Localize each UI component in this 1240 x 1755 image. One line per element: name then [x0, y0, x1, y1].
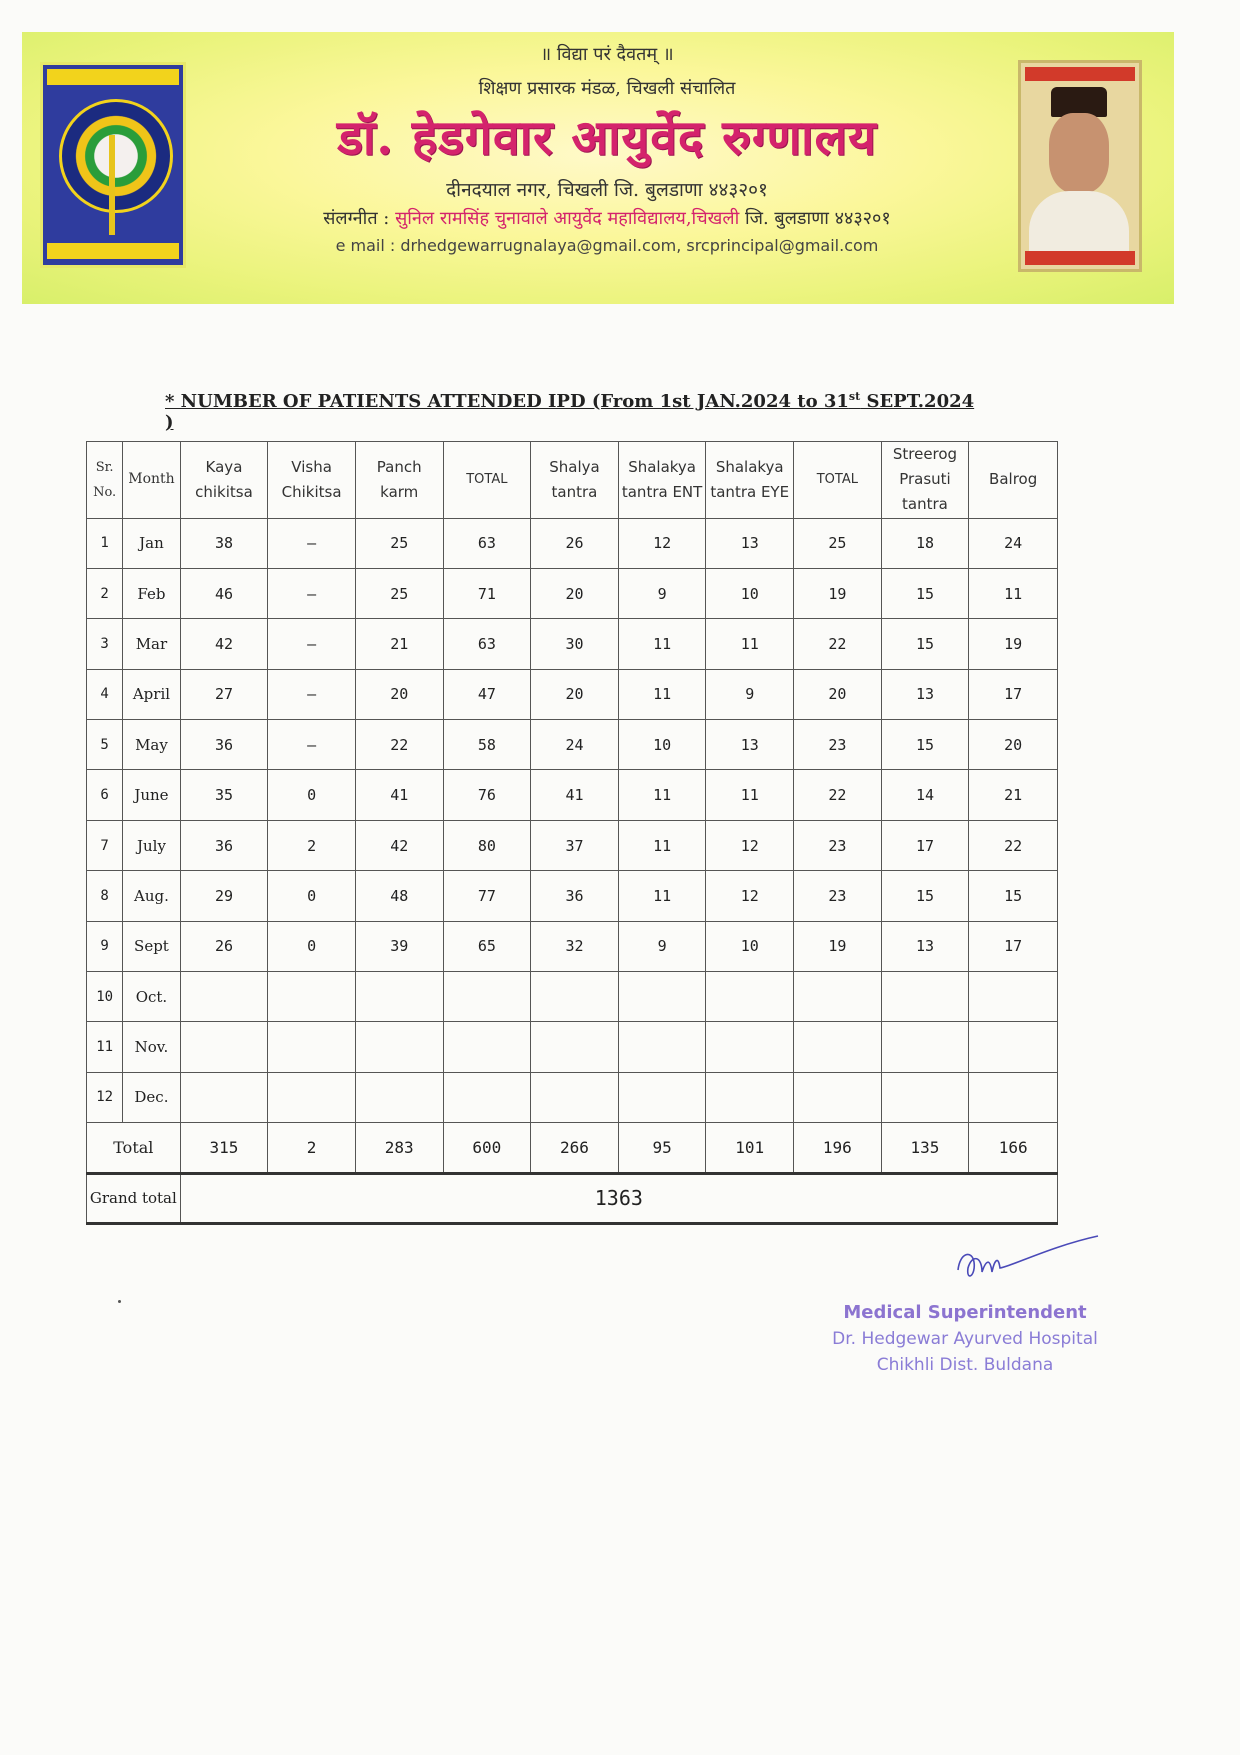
cell-balrog: 11 — [969, 568, 1058, 618]
signatory-hospital: Dr. Hedgewar Ayurved Hospital — [832, 1329, 1098, 1349]
signature-scribble — [952, 1232, 1102, 1292]
table-body — [87, 518, 1058, 1123]
cell-ent: 11 — [618, 669, 706, 719]
header-shalakya-eye: Shalakya tantra EYE — [706, 442, 794, 519]
logo-bottom-strip — [47, 243, 179, 259]
cell-month: Mar — [123, 619, 180, 669]
cell-ent — [618, 1022, 706, 1072]
cell-visha: 0 — [268, 871, 356, 921]
cell-shalya: 37 — [531, 820, 619, 870]
cell-total2: 19 — [794, 921, 882, 971]
cell-streerog: 15 — [881, 568, 969, 618]
cell-eye: 11 — [706, 619, 794, 669]
cell-panch: 22 — [355, 720, 443, 770]
cell-panch — [355, 1072, 443, 1123]
cell-total1: 63 — [443, 518, 531, 568]
header-balrog: Balrog — [969, 442, 1058, 519]
cell-streerog: 17 — [881, 820, 969, 870]
cell-month: April — [123, 669, 180, 719]
cell-total1 — [443, 971, 531, 1021]
cell-sr: 11 — [87, 1022, 123, 1072]
portrait-bottom-strip — [1025, 251, 1135, 265]
cell-balrog — [969, 971, 1058, 1021]
cell-month: Feb — [123, 568, 180, 618]
cell-kaya: 36 — [180, 720, 268, 770]
title-prefix: * NUMBER OF PATIENTS ATTENDED IPD (From 1st JAN.2024 to 31 — [165, 391, 849, 412]
cell-balrog — [969, 1022, 1058, 1072]
cell-visha: — — [268, 669, 356, 719]
cell-streerog: 14 — [881, 770, 969, 820]
grand-total-label: Grand total — [87, 1173, 181, 1223]
cell-balrog: 20 — [969, 720, 1058, 770]
total-kaya: 315 — [180, 1123, 268, 1173]
cell-total2: 25 — [794, 518, 882, 568]
cell-kaya: 46 — [180, 568, 268, 618]
cell-month: June — [123, 770, 180, 820]
table-row — [87, 1072, 1058, 1123]
cell-visha: — — [268, 518, 356, 568]
header-month: Month — [123, 442, 180, 519]
header-shalakya-ent: Shalakya tantra ENT — [618, 442, 706, 519]
cell-shalya: 36 — [531, 871, 619, 921]
cell-visha — [268, 1072, 356, 1123]
total-panch: 283 — [355, 1123, 443, 1173]
cell-panch: 39 — [355, 921, 443, 971]
cell-ent: 10 — [618, 720, 706, 770]
cell-month: Jan — [123, 518, 180, 568]
logo-top-strip — [47, 69, 179, 85]
cell-balrog: 17 — [969, 921, 1058, 971]
cell-kaya: 38 — [180, 518, 268, 568]
header-kaya-chikitsa: Kaya chikitsa — [180, 442, 268, 519]
cell-ent — [618, 1072, 706, 1123]
cell-eye — [706, 1072, 794, 1123]
email-line: e mail : drhedgewarrugnalaya@gmail.com, srcprincipal@gmail.com — [335, 236, 879, 255]
cell-kaya: 36 — [180, 820, 268, 870]
total-ent: 95 — [618, 1123, 706, 1173]
cell-ent: 11 — [618, 770, 706, 820]
cell-eye: 13 — [706, 720, 794, 770]
cell-eye: 11 — [706, 770, 794, 820]
portrait-coat — [1029, 191, 1129, 253]
portrait-face — [1049, 113, 1109, 193]
cell-sr: 5 — [87, 720, 123, 770]
cell-sr: 4 — [87, 669, 123, 719]
cell-visha — [268, 971, 356, 1021]
cell-streerog: 13 — [881, 921, 969, 971]
hospital-address: दीनदयाल नगर, चिखली जि. बुलडाणा ४४३२०१ — [446, 179, 768, 201]
table-row — [87, 518, 1058, 568]
total-label: Total — [87, 1123, 181, 1173]
table-row — [87, 971, 1058, 1021]
cell-ent: 11 — [618, 871, 706, 921]
cell-month: July — [123, 820, 180, 870]
cell-eye — [706, 1022, 794, 1072]
ipd-patients-table — [86, 441, 1058, 1225]
cell-month: Dec. — [123, 1072, 180, 1123]
affiliation-suffix: जि. बुलडाणा ४४३२०१ — [739, 208, 891, 229]
cell-visha: 0 — [268, 921, 356, 971]
cell-total2 — [794, 971, 882, 1021]
cell-kaya: 42 — [180, 619, 268, 669]
cell-visha: — — [268, 619, 356, 669]
cell-total1: 71 — [443, 568, 531, 618]
portrait-top-strip — [1025, 67, 1135, 81]
table-row — [87, 770, 1058, 820]
cell-total1 — [443, 1022, 531, 1072]
cell-sr: 7 — [87, 820, 123, 870]
cell-kaya: 35 — [180, 770, 268, 820]
founder-portrait — [1018, 60, 1142, 272]
cell-sr: 2 — [87, 568, 123, 618]
cell-total2: 23 — [794, 820, 882, 870]
header-streerog: Streerog Prasuti tantra — [881, 442, 969, 519]
cell-panch: 25 — [355, 518, 443, 568]
cell-balrog: 22 — [969, 820, 1058, 870]
cell-total1: 58 — [443, 720, 531, 770]
report-title — [165, 390, 985, 433]
cell-balrog: 21 — [969, 770, 1058, 820]
cell-panch: 41 — [355, 770, 443, 820]
header-total-1: TOTAL — [443, 442, 531, 519]
cell-shalya: 20 — [531, 669, 619, 719]
cell-visha: — — [268, 720, 356, 770]
cell-eye: 9 — [706, 669, 794, 719]
table-row — [87, 820, 1058, 870]
total-balrog: 166 — [969, 1123, 1058, 1173]
logo-emblem-ring — [59, 99, 173, 213]
cell-eye: 13 — [706, 518, 794, 568]
cell-streerog: 15 — [881, 871, 969, 921]
cell-balrog — [969, 1072, 1058, 1123]
cell-balrog: 17 — [969, 669, 1058, 719]
cell-shalya: 30 — [531, 619, 619, 669]
total-visha: 2 — [268, 1123, 356, 1173]
title-suffix: SEPT.2024 ) — [165, 391, 975, 433]
title-superscript: st — [848, 390, 861, 403]
table-row — [87, 669, 1058, 719]
cell-streerog — [881, 971, 969, 1021]
cell-total2 — [794, 1072, 882, 1123]
cell-month: Aug. — [123, 871, 180, 921]
table-row — [87, 568, 1058, 618]
cell-sr: 10 — [87, 971, 123, 1021]
cell-total1: 65 — [443, 921, 531, 971]
cell-total1: 80 — [443, 820, 531, 870]
cell-ent: 11 — [618, 820, 706, 870]
cell-shalya: 32 — [531, 921, 619, 971]
cell-streerog — [881, 1072, 969, 1123]
header-panch-karm: Panch karm — [355, 442, 443, 519]
cell-panch: 42 — [355, 820, 443, 870]
cell-total2: 23 — [794, 720, 882, 770]
header-sr-no: Sr. No. — [87, 442, 123, 519]
signatory-title: Medical Superintendent — [843, 1302, 1087, 1323]
cell-sr: 3 — [87, 619, 123, 669]
affiliation-prefix: संलग्नीत : — [323, 208, 396, 229]
grand-total-row — [87, 1173, 1058, 1223]
cell-shalya: 20 — [531, 568, 619, 618]
cell-total2: 20 — [794, 669, 882, 719]
cell-eye: 12 — [706, 871, 794, 921]
cell-panch: 25 — [355, 568, 443, 618]
cell-visha — [268, 1022, 356, 1072]
cell-kaya: 27 — [180, 669, 268, 719]
cell-total1: 76 — [443, 770, 531, 820]
cell-sr: 1 — [87, 518, 123, 568]
cell-panch: 48 — [355, 871, 443, 921]
cell-panch — [355, 971, 443, 1021]
cell-ent: 12 — [618, 518, 706, 568]
cell-eye: 10 — [706, 921, 794, 971]
cell-total2: 22 — [794, 770, 882, 820]
cell-ent: 11 — [618, 619, 706, 669]
affiliation-college: सुनिल रामसिंह चुनावाले आयुर्वेद महाविद्यालय,चिखली — [395, 208, 740, 229]
table-row — [87, 921, 1058, 971]
letterhead — [22, 32, 1174, 304]
header-shalya-tantra: Shalya tantra — [531, 442, 619, 519]
cell-total2 — [794, 1022, 882, 1072]
cell-balrog: 15 — [969, 871, 1058, 921]
cell-sr: 8 — [87, 871, 123, 921]
total-total2: 196 — [794, 1123, 882, 1173]
cell-streerog — [881, 1022, 969, 1072]
cell-sr: 9 — [87, 921, 123, 971]
cell-kaya — [180, 1022, 268, 1072]
cell-shalya: 26 — [531, 518, 619, 568]
cell-panch: 21 — [355, 619, 443, 669]
cell-total2: 23 — [794, 871, 882, 921]
signatory-location: Chikhli Dist. Buldana — [876, 1355, 1054, 1375]
cell-streerog: 13 — [881, 669, 969, 719]
cell-sr: 12 — [87, 1072, 123, 1123]
logo-caduceus-icon — [109, 135, 115, 235]
cell-total2: 19 — [794, 568, 882, 618]
cell-streerog: 15 — [881, 720, 969, 770]
cell-total2: 22 — [794, 619, 882, 669]
signature-block — [795, 1302, 1135, 1375]
total-row — [87, 1123, 1058, 1173]
cell-total1 — [443, 1072, 531, 1123]
table-row — [87, 619, 1058, 669]
total-eye: 101 — [706, 1123, 794, 1173]
cell-total1: 63 — [443, 619, 531, 669]
cell-kaya — [180, 1072, 268, 1123]
hospital-logo — [40, 62, 186, 268]
cell-eye: 12 — [706, 820, 794, 870]
cell-shalya: 24 — [531, 720, 619, 770]
cell-shalya — [531, 1072, 619, 1123]
cell-month: Nov. — [123, 1022, 180, 1072]
cell-streerog: 18 — [881, 518, 969, 568]
hospital-name: डॉ. हेडगेवार आयुर्वेद रुग्णालय — [337, 110, 877, 166]
total-streerog: 135 — [881, 1123, 969, 1173]
table-row — [87, 720, 1058, 770]
cell-panch — [355, 1022, 443, 1072]
cell-total1: 77 — [443, 871, 531, 921]
header-total-2: TOTAL — [794, 442, 882, 519]
cell-visha: 0 — [268, 770, 356, 820]
cell-kaya: 26 — [180, 921, 268, 971]
total-total1: 600 — [443, 1123, 531, 1173]
cell-month: Oct. — [123, 971, 180, 1021]
cell-balrog: 19 — [969, 619, 1058, 669]
cell-total1: 47 — [443, 669, 531, 719]
cell-shalya — [531, 1022, 619, 1072]
grand-total-value: 1363 — [180, 1173, 1057, 1223]
affiliation-line — [212, 206, 1002, 230]
organization-name: शिक्षण प्रसारक मंडळ, चिखली संचालित — [478, 78, 736, 99]
cell-visha: — — [268, 568, 356, 618]
motto: ॥ विद्या परं दैवतम् ॥ — [540, 44, 674, 65]
table-row — [87, 1022, 1058, 1072]
cell-month: Sept — [123, 921, 180, 971]
stray-mark — [118, 1300, 121, 1303]
cell-ent: 9 — [618, 921, 706, 971]
cell-visha: 2 — [268, 820, 356, 870]
cell-ent — [618, 971, 706, 1021]
cell-shalya — [531, 971, 619, 1021]
cell-balrog: 24 — [969, 518, 1058, 568]
header-visha-chikitsa: Visha Chikitsa — [268, 442, 356, 519]
cell-eye: 10 — [706, 568, 794, 618]
cell-ent: 9 — [618, 568, 706, 618]
cell-shalya: 41 — [531, 770, 619, 820]
cell-panch: 20 — [355, 669, 443, 719]
cell-kaya: 29 — [180, 871, 268, 921]
cell-sr: 6 — [87, 770, 123, 820]
cell-streerog: 15 — [881, 619, 969, 669]
table-header-row — [87, 442, 1058, 519]
cell-kaya — [180, 971, 268, 1021]
cell-eye — [706, 971, 794, 1021]
total-shalya: 266 — [531, 1123, 619, 1173]
table-row — [87, 871, 1058, 921]
cell-month: May — [123, 720, 180, 770]
